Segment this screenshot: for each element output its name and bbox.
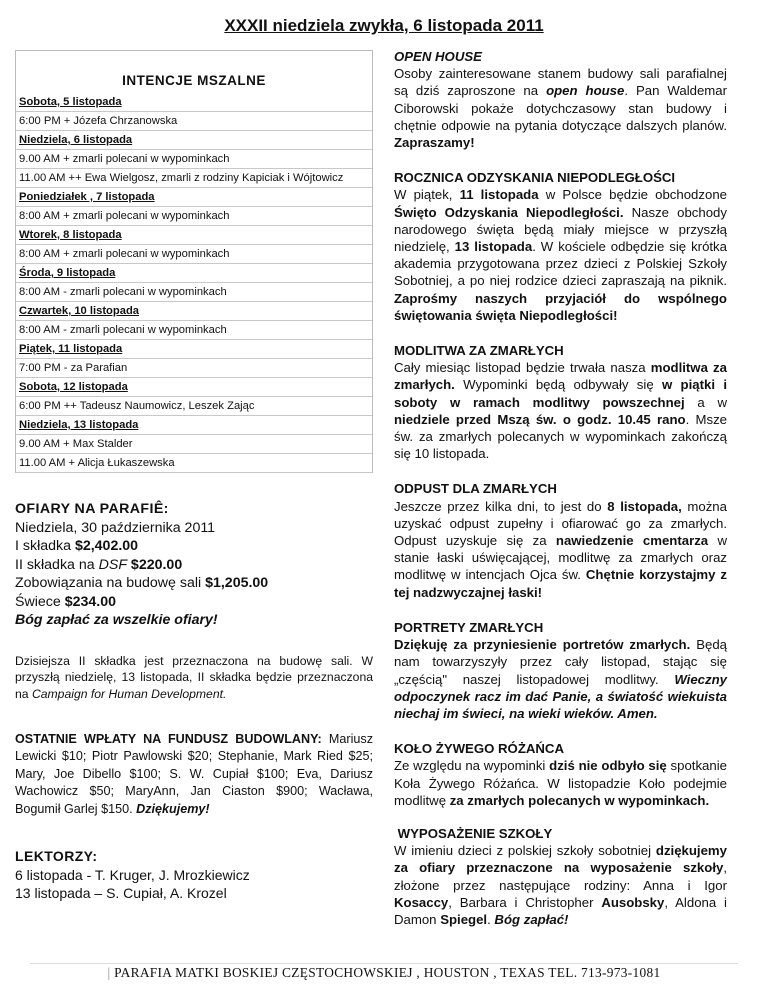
section-emphasis: niedziele przed Mszą św. o godz. 10.45 rano	[394, 411, 686, 427]
section-text: spotkanie Koła Żywego Różańca. W listopadzie Koło podejmie modlitwę	[394, 758, 727, 808]
second-collection-fund: DSF	[98, 556, 127, 573]
mass-intention: 9.00 AM + zmarli polecani w wypominkach	[16, 150, 372, 169]
mass-intentions-heading: INTENCJE MSZALNE	[122, 73, 266, 88]
indulgence-heading: ODPUST DLA ZMARŁYCH	[394, 481, 557, 497]
mass-day: Niedziela, 13 listopada	[16, 416, 372, 435]
mass-intention: 8:00 AM + zmarli polecani w wypominkach	[16, 207, 372, 226]
rosary-section	[394, 740, 727, 809]
candles-amount: $234.00	[64, 593, 116, 610]
section-text: Wypominki będą odbywały się	[454, 377, 662, 393]
mass-day: Niedziela, 6 listopada	[16, 131, 372, 150]
footer-divider	[30, 963, 738, 964]
page-title: XXXII niedziela zwykła, 6 listopada 2011	[224, 16, 544, 35]
rosary-heading: KOŁO ŻYWEGO RÓŻAŃCA	[394, 741, 564, 757]
section-emphasis: open house	[546, 83, 625, 99]
section-text: Będą nam towarzyszyły przez cały listopad, stając się „częścią" naszej listopadowej modlitwy.	[394, 637, 727, 687]
offerings-pledges	[15, 574, 373, 593]
lectors-line: 13 listopada – S. Cupiał, A. Krozel	[15, 885, 227, 902]
prayer-heading: MODLITWA ZA ZMARŁYCH	[394, 343, 564, 359]
section-emphasis: 8 listopada,	[607, 498, 682, 514]
section-emphasis: Ausobsky	[601, 894, 665, 910]
second-collection-label: II składka na	[15, 556, 99, 573]
section-emphasis: dziś nie odbyło się	[549, 758, 667, 774]
school-heading: WYPOSAŻENIE SZKOŁY	[394, 825, 553, 841]
mass-day: Sobota, 12 listopada	[16, 378, 372, 397]
pledges-label: Zobowiązania na budowę sali	[15, 575, 206, 591]
mass-intention: 9.00 AM + Max Stalder	[16, 435, 372, 454]
section-text: Nasze obchody narodowego święta będą miały miejsce w przyszłą niedzielę,	[394, 204, 727, 255]
first-collection-label: I składka	[15, 538, 75, 554]
section-text: Cały miesiąc listopad będzie trwała nasza	[394, 360, 651, 376]
section-text: Osoby zainteresowane stanem budowy sali parafialnej są dziś zaproszone na	[394, 66, 727, 99]
offerings-candles	[15, 593, 373, 612]
section-text: . W kościele odbędzie się krótka akademia przygotowana przez dzieci z Polskiej Szkoły Sobotniej, a po niej rodzice dzieci zapraszają na piknik.	[394, 239, 727, 289]
section-text: . Pan Waldemar Ciborowski pokaże dotychczasowy stan budowy i chętnie odpowie na pytania dotyczące dalszych planów.	[394, 83, 728, 133]
lectors-section	[15, 847, 373, 903]
mass-day: Piątek, 11 listopada	[16, 340, 372, 359]
section-emphasis: 11 listopada	[459, 187, 539, 203]
left-column	[15, 50, 373, 903]
section-emphasis: Święto Odzyskania Niepodległości.	[394, 204, 624, 220]
mass-day: Środa, 9 listopada	[16, 264, 372, 283]
section-text: , Barbara i Christopher	[448, 894, 602, 910]
indulgence-section	[394, 480, 727, 600]
section-text: a w	[684, 394, 728, 410]
section-text: w Polsce będzie obchodzone	[538, 187, 727, 203]
offerings-first-collection	[15, 537, 373, 556]
open-house-section	[394, 48, 727, 151]
section-text: Ze względu na wypominki	[394, 758, 550, 774]
section-emphasis: 13 listopada	[454, 239, 533, 255]
mass-day: Wtorek, 8 listopada	[16, 226, 372, 245]
mass-day: Sobota, 5 listopada	[16, 93, 372, 112]
collection-note	[15, 653, 373, 703]
section-emphasis: za zmarłych polecanych w wypominkach.	[449, 792, 710, 808]
building-fund-thanks: Dziękujemy!	[136, 801, 210, 816]
footer-separator: |	[107, 965, 111, 980]
section-text: Jeszcze przez kilka dni, to jest do	[394, 498, 608, 514]
mass-day: Czwartek, 10 listopada	[16, 302, 372, 321]
mass-day: Poniedziałek , 7 listopada	[16, 188, 372, 207]
section-emphasis: Chętnie korzystajmy z tej nadzwyczajnej łaski!	[394, 567, 728, 600]
section-text: w stanie łaski uświęcającej, modlitwę za zmarłych oraz modlitwę w intencjach Ojca św.	[394, 533, 727, 583]
offerings-thanks: Bóg zapłać za wszelkie ofiary!	[15, 612, 218, 628]
prayer-section	[394, 342, 727, 462]
pledges-amount: $1,205.00	[205, 575, 269, 591]
mass-intentions-table	[15, 50, 373, 473]
section-emphasis: Kosaccy	[394, 894, 449, 910]
mass-intention: 7:00 PM - za Parafian	[16, 359, 372, 378]
mass-intention: 6:00 PM ++ Tadeusz Naumowicz, Leszek Zając	[16, 397, 372, 416]
portraits-section	[394, 619, 727, 722]
lectors-line: 6 listopada - T. Kruger, J. Mrozkiewicz	[15, 866, 250, 883]
right-column	[394, 48, 727, 946]
candles-label: Świece	[15, 593, 65, 610]
collection-note-text: Dzisiejsza II składka jest przeznaczona na budowę sali. W przyszłą niedzielę, 13 listopada, II składka będzie przeznaczona na	[15, 653, 373, 701]
section-emphasis: modlitwa za zmarłych.	[394, 360, 727, 393]
footer-text: PARAFIA MATKI BOSKIEJ CZĘSTOCHOWSKIEJ , HOUSTON , TEXAS TEL. 713-973-1081	[114, 965, 661, 980]
section-text: , Aldona i Damon	[394, 894, 727, 927]
independence-section	[394, 169, 727, 324]
independence-heading: ROCZNICA ODZYSKANIA NIEPODLEGŁOŚCI	[394, 170, 676, 186]
second-collection-amount: $220.00	[126, 556, 183, 573]
section-text: można uzyskać odpust zupełny i ofiarować go za zmarłych. Odpust uzyskuje się za	[394, 498, 727, 549]
section-text: W imieniu dzieci z polskiej szkoły sobotniej	[394, 843, 656, 859]
offerings-date: Niedziela, 30 października 2011	[15, 519, 216, 536]
section-emphasis: dziękujemy za ofiary przeznaczone na wyposażenie szkoły	[394, 843, 727, 876]
building-fund-donors: Mariusz Lewicki $10; Piotr Pawlowski $20; Stephanie, Mark Ried $25; Mary, Joe Dibello $100; S. W. Cupiał $100; Eva, Dariusz Wachowicz $50; MaryAnn, Jan Ciaston $900; Wacława, Bogumił Garlej $150.	[15, 731, 373, 816]
section-text: .	[487, 911, 495, 927]
mass-intention: 6:00 PM + Józefa Chrzanowska	[16, 112, 372, 131]
section-emphasis: Zaprośmy naszych przyjaciół do wspólnego świętowania święta Niepodległości!	[394, 290, 727, 323]
collection-note-campaign: Campaign for Human Development.	[31, 686, 227, 701]
building-fund-heading: OSTATNIE WPŁATY NA FUNDUSZ BUDOWLANY:	[15, 731, 322, 746]
offerings-second-collection	[15, 556, 373, 575]
section-emphasis: w piątki i soboty w ramach modlitwy powszechnej	[394, 377, 727, 410]
offerings-section	[15, 500, 373, 630]
building-fund-section	[15, 731, 373, 819]
open-house-heading: OPEN HOUSE	[394, 49, 482, 64]
section-emphasis: Zapraszamy!	[394, 135, 475, 151]
section-emphasis: nawiedzenie cmentarza	[555, 533, 709, 549]
page-footer	[0, 965, 768, 981]
section-emphasis: Wieczny odpoczynek racz im dać Panie, a światość wiekuista niechaj im świeci, na wieki wieków. Amen.	[394, 671, 727, 721]
offerings-heading: OFIARY NA PARAFIÊ:	[15, 501, 169, 517]
lectors-heading: LEKTORZY:	[15, 848, 98, 865]
mass-intention: 11.00 AM ++ Ewa Wielgosz, zmarli z rodziny Kapiciak i Wójtowicz	[16, 169, 372, 188]
section-emphasis: Spiegel	[440, 911, 488, 927]
school-section	[394, 825, 727, 928]
mass-intention: 8:00 AM - zmarli polecani w wypominkach	[16, 283, 372, 302]
section-text: . Msze św. za zmarłych polecanych w wypominkach zakończą się 10 listopada.	[394, 411, 727, 462]
section-emphasis: Bóg zapłać!	[494, 911, 569, 927]
mass-intention: 8:00 AM + zmarli polecani w wypominkach	[16, 245, 372, 264]
portraits-heading: PORTRETY ZMARŁYCH	[394, 619, 544, 635]
section-text: W piątek,	[394, 187, 460, 203]
mass-intention: 8:00 AM - zmarli polecani w wypominkach	[16, 321, 372, 340]
mass-intention: 11.00 AM + Alicja Łukaszewska	[16, 454, 372, 473]
section-emphasis: Dziękuję za przyniesienie portretów zmarłych.	[394, 637, 691, 653]
section-text: , złożone przez następujące rodziny: Anna i Igor	[394, 860, 727, 893]
first-collection-amount: $2,402.00	[74, 538, 139, 554]
